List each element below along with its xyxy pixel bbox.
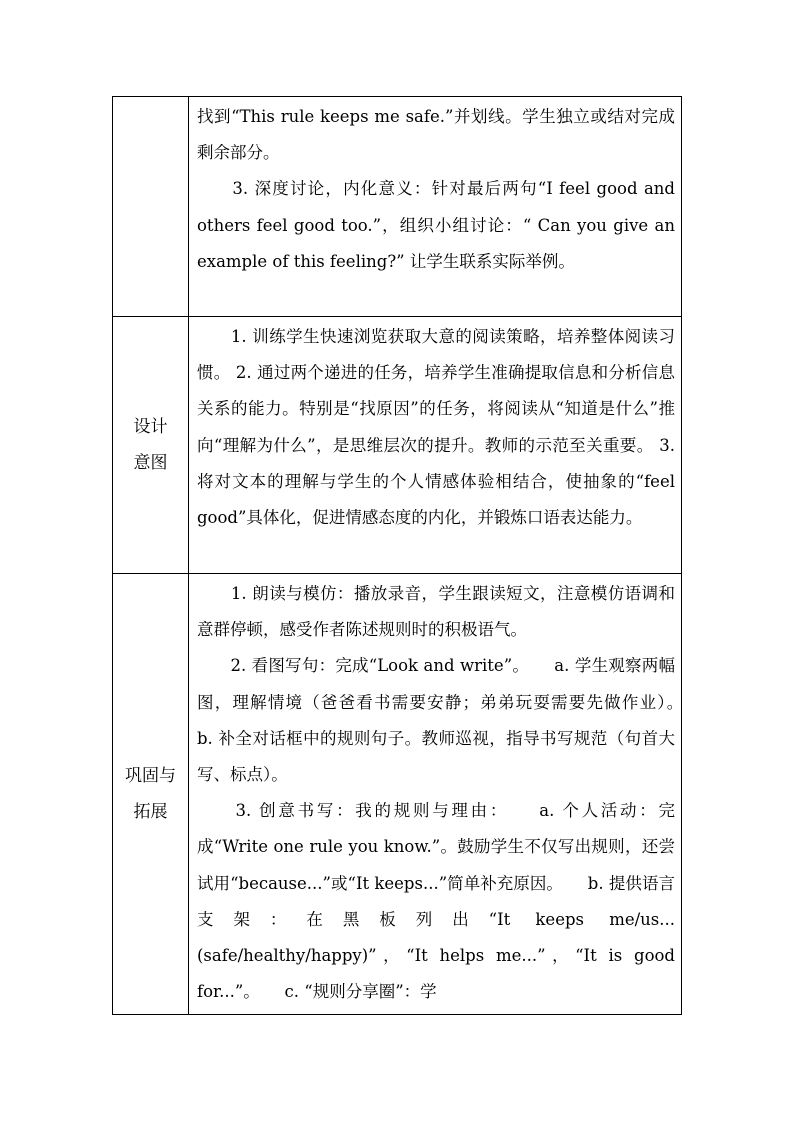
row-label-cell xyxy=(113,97,189,317)
row-content-cell xyxy=(189,317,682,574)
paragraph: 3. 深度讨论，内化意义：针对最后两句“I feel good and others feel good too.”，组织小组讨论：“ Can you give an example of this feeling?” 让学生联系实际举例。 xyxy=(197,179,675,271)
row-label-line: 巩固与 xyxy=(125,766,176,786)
table-row xyxy=(113,97,682,317)
paragraph: 找到“This rule keeps me safe.”并划线。学生独立或结对完成剩余部分。 xyxy=(197,107,675,163)
paragraph: 1. 训练学生快速浏览获取大意的阅读策略，培养整体阅读习惯。 2. 通过两个递进的任务，培养学生准确提取信息和分析信息关系的能力。特别是“找原因”的任务，将阅读从“知道是什么”推向“理解为什么”，是思维层次的提升。教师的示范至关重要。 3. 将对文本的理解与学生的个人情感体验相结合，使抽象的“feel good”具体化，促进情感态度的内化，并锻炼口语表达能力。 xyxy=(197,327,675,528)
row-label-line: 设计 xyxy=(133,417,168,437)
lesson-plan-table xyxy=(112,96,708,1015)
table-row xyxy=(113,317,682,574)
row-content-cell xyxy=(189,574,708,1015)
row-label-line: 拓展 xyxy=(133,802,168,822)
row-label-cell xyxy=(113,574,189,1015)
row-content-cell xyxy=(189,97,682,317)
paragraph: 2. 看图写句：完成“Look and write”。 a. 学生观察两幅图，理解情境（爸爸看书需要安静；弟弟玩耍需要先做作业）。 b. 补全对话框中的规则句子。教师巡视，指导书写规范（句首大写、标点）。 xyxy=(197,656,708,785)
row-label-line: 意图 xyxy=(133,453,168,473)
paragraph: 1. 朗读与模仿：播放录音，学生跟读短文，注意模仿语调和意群停顿，感受作者陈述规则时的积极语气。 xyxy=(197,584,675,640)
paragraph: 3. 创意书写：我的规则与理由： a. 个人活动：完成“Write one rule you know.”。鼓励学生不仅写出规则，还尝试用“because...”或“It keeps...”简单补充原因。 b. 提供语言支架：在黑板列出“It keeps me/us... (safe/healthy/happy)”，“It helps me...”，“It is good for...”。 c. “规则分享圈”：学 xyxy=(197,801,675,1002)
table-row xyxy=(113,574,682,1015)
row-label-cell xyxy=(113,317,189,574)
